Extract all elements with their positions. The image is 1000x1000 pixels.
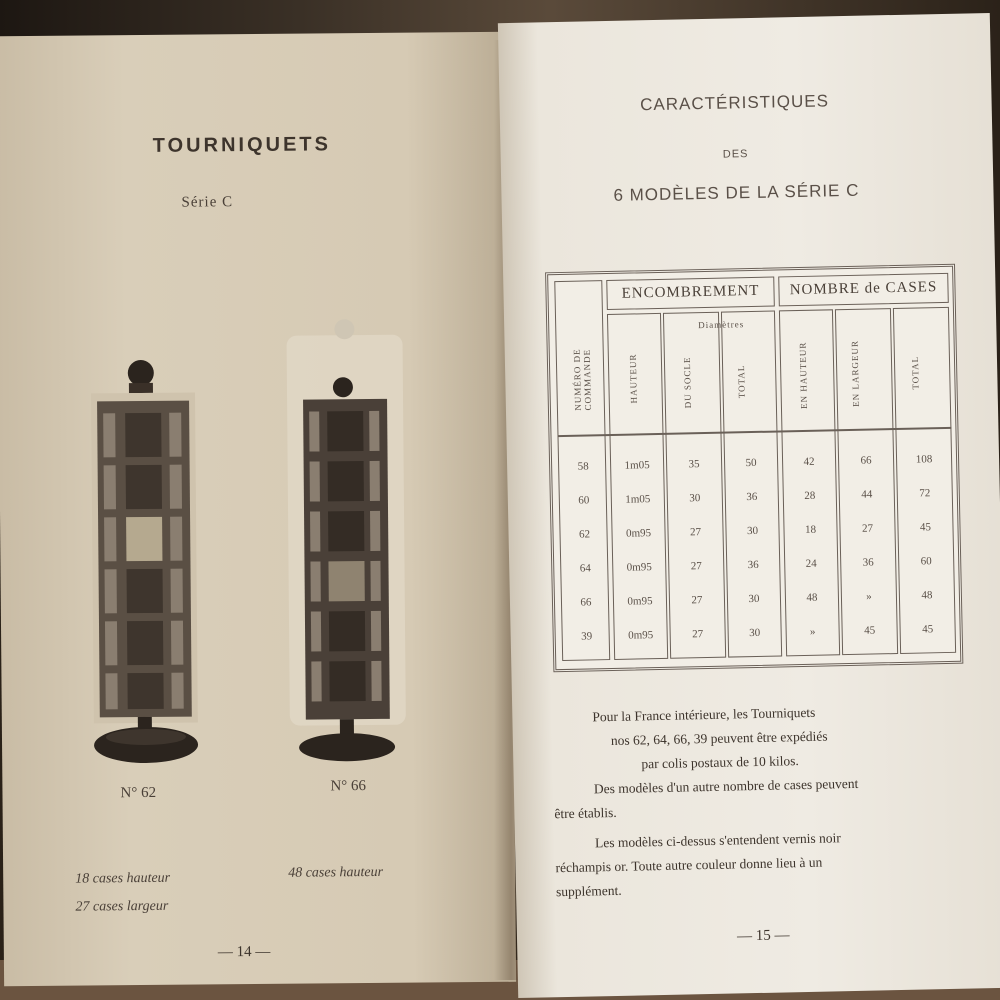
table-cell: 45 <box>919 521 932 534</box>
table-cell: 62 <box>578 528 591 541</box>
table-cell: 45 <box>922 623 934 636</box>
table-cell: 36 <box>862 556 874 569</box>
table-cell: 36 <box>747 558 759 572</box>
shipping-note-line1: Pour la France intérieure, les Tourniquets <box>592 704 816 725</box>
table-cell: 0m95 <box>625 527 652 540</box>
table-cell: 50 <box>745 456 757 470</box>
right-page-subtitle: 6 MODÈLES DE LA SÉRIE C <box>613 180 860 205</box>
table-cell: 27 <box>861 522 874 535</box>
table-cell: 0m95 <box>627 595 653 608</box>
table-cell: 27 <box>690 560 702 573</box>
shipping-note-line2: nos 62, 64, 66, 39 peuvent être expédiés <box>610 728 828 749</box>
table-cell: 48 <box>806 591 818 604</box>
table-cell: » <box>809 625 816 638</box>
table-cell: 36 <box>746 490 758 504</box>
model-66-spec-height: 48 cases hauteur <box>288 864 384 881</box>
table-cell: 0m95 <box>628 629 654 642</box>
table-cell: 30 <box>749 626 761 640</box>
table-cell: 35 <box>688 458 700 471</box>
custom-models-line2: être établis. <box>554 804 617 822</box>
table-cell: 42 <box>803 455 815 468</box>
table-cell: 60 <box>920 555 932 568</box>
table-cell: 1m05 <box>624 459 650 472</box>
table-cell: 30 <box>746 524 759 538</box>
table-cell: 27 <box>691 594 703 607</box>
table-cell: 58 <box>577 460 589 473</box>
table-cell: 45 <box>864 624 876 637</box>
stand-62-illustration <box>69 352 213 773</box>
table-cell: 48 <box>921 589 933 602</box>
table-cell: 64 <box>579 562 591 575</box>
characteristics-table <box>545 264 963 672</box>
header-en-largeur: EN LARGEUR <box>849 340 861 408</box>
left-page-serie: Série C <box>181 194 234 211</box>
table-cell: 24 <box>805 557 817 570</box>
table-cell: 27 <box>689 526 702 539</box>
table-cell: » <box>866 590 872 603</box>
right-page-title: CARACTÉRISTIQUES <box>639 91 830 115</box>
table-cell: 60 <box>578 494 590 507</box>
finish-note-line1: Les modèles ci-dessus s'entendent vernis noir <box>594 830 841 851</box>
custom-models-line1: Des modèles d'un autre nombre de cases peuvent <box>593 775 859 797</box>
table-cell: 30 <box>689 492 701 505</box>
table-cell: 18 <box>804 523 817 536</box>
table-cell: 72 <box>919 487 931 500</box>
left-page <box>0 32 516 986</box>
header-en-hauteur: EN HAUTEUR <box>797 341 809 409</box>
header-hauteur: HAUTEUR <box>627 353 639 404</box>
model-62-caption: N° 62 <box>120 784 157 802</box>
table-cell: 66 <box>860 454 872 467</box>
table-cell: 66 <box>580 596 592 609</box>
table-cell: 27 <box>692 628 704 641</box>
model-62-spec-height: 18 cases hauteur <box>75 870 171 887</box>
header-diametres: Diamètres <box>698 319 745 331</box>
header-nombre-cases: NOMBRE de CASES <box>789 279 938 299</box>
finish-note-line2: réchampis or. Toute autre couleur donne lieu à un <box>555 854 823 876</box>
table-cell: 1m05 <box>625 493 651 506</box>
model-62-spec-width: 27 cases largeur <box>75 898 169 915</box>
shipping-note-line3: par colis postaux de 10 kilos. <box>641 753 799 772</box>
header-total: TOTAL <box>909 355 921 390</box>
table-cell: 30 <box>748 592 760 606</box>
table-cell: 0m95 <box>626 561 652 574</box>
right-page-title-des: DES <box>722 148 749 161</box>
model-66-caption: N° 66 <box>330 778 367 795</box>
right-page <box>498 13 1000 998</box>
table-cell: 108 <box>915 453 933 466</box>
header-socle: DU SOCLE <box>681 356 693 409</box>
table-cell: 28 <box>804 489 816 502</box>
header-numero: NUMÉRO DE COMMANDE <box>571 348 593 411</box>
table-cell: 39 <box>581 630 593 643</box>
right-page-number: — 15 — <box>736 927 790 945</box>
header-encombrement: ENCOMBREMENT <box>621 282 760 302</box>
left-page-number: — 14 — <box>217 943 271 961</box>
finish-note-line3: supplément. <box>555 882 622 900</box>
header-total-diametre: TOTAL <box>736 364 747 399</box>
left-page-title: TOURNIQUETS <box>152 133 332 157</box>
stand-66-illustration <box>280 315 414 766</box>
table-cell: 44 <box>861 488 873 501</box>
